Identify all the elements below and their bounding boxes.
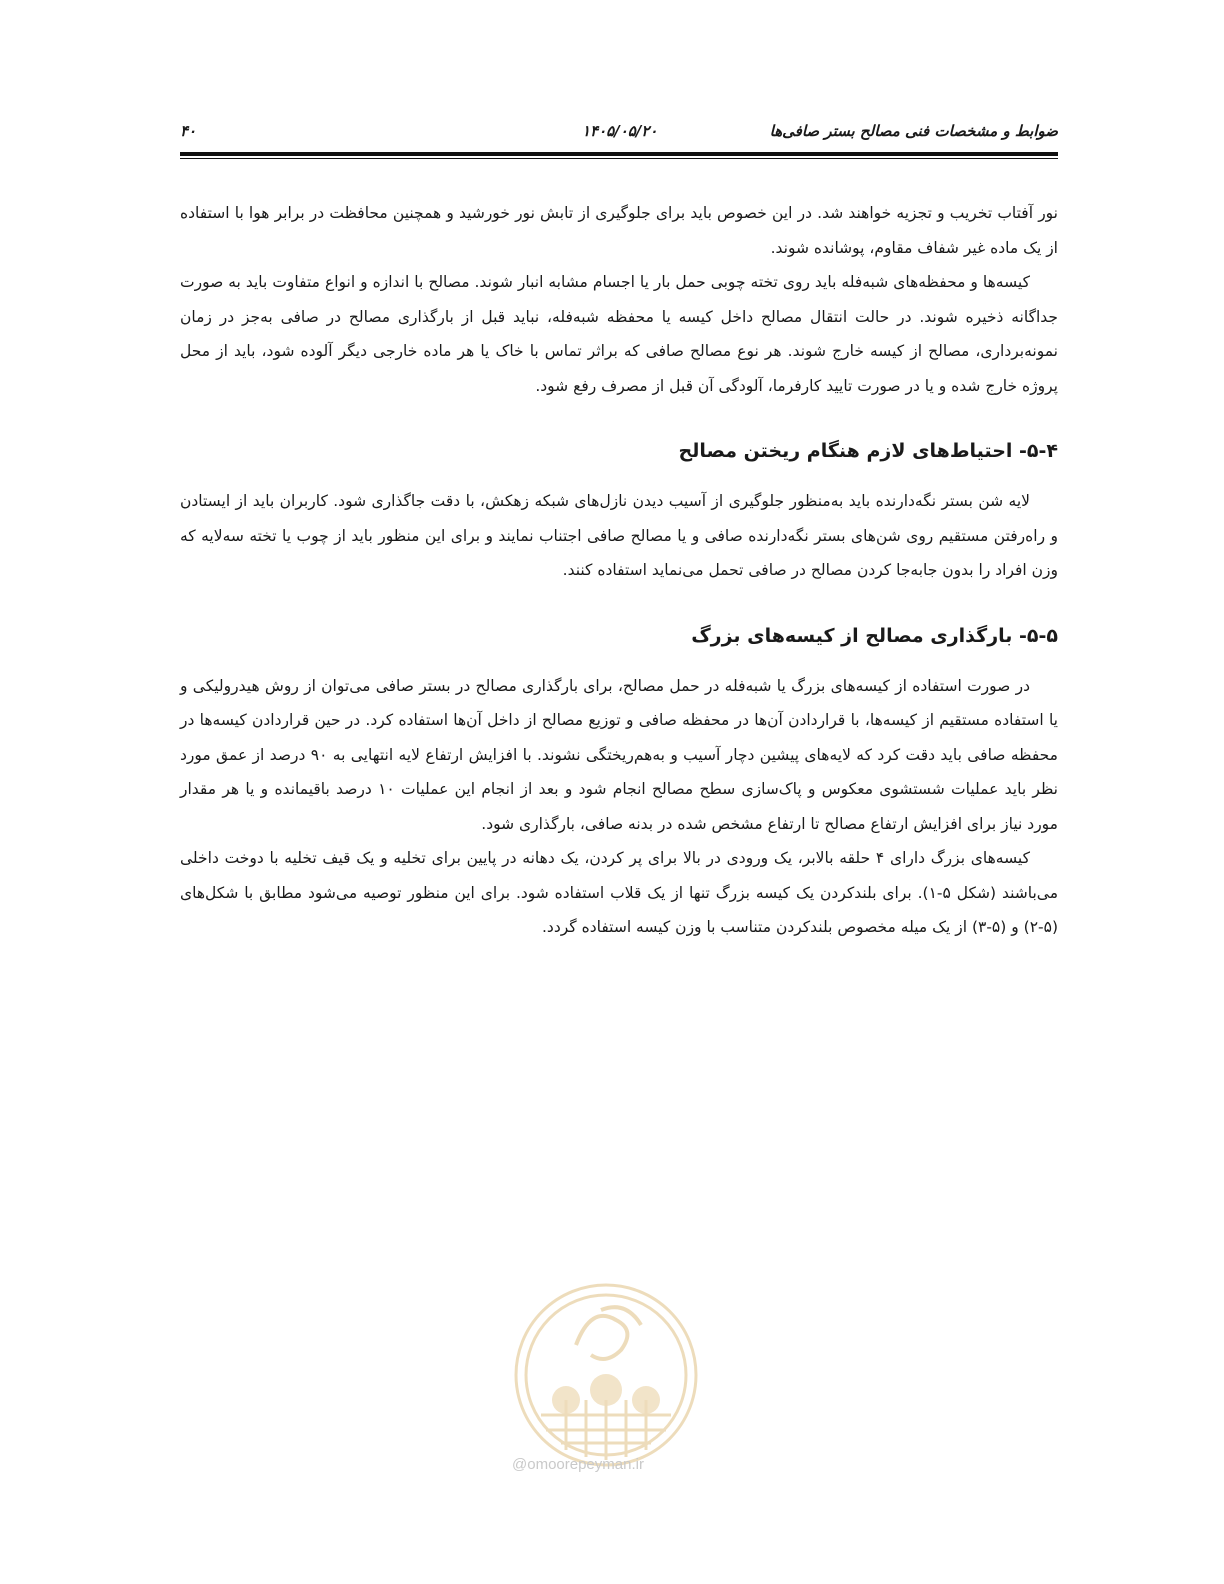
page-header — [180, 118, 1058, 148]
paragraph-5-5-1: در صورت استفاده از کیسه‌های بزرگ یا شبه‌فله در حمل مصالح، برای بارگذاری مصالح در بستر صافی می‌توان از روش هیدرولیکی و یا استفاده مستقیم از کیسه‌ها، با قراردادن آن‌ها در محفظه صافی و توزیع مصالح از داخل آن‌ها استفاده کرد. در حین قراردادن کیسه‌ها در محفظه صافی باید دقت کرد که لایه‌های پیشین دچار آسیب و به‌هم‌ریختگی نشوند. با افزایش ارتفاع لایه انتهایی به ۹۰ درصد از عمق مورد نظر باید عملیات شستشوی معکوس و پاک‌سازی سطح مصالح انجام شود و بعد از انجام این عملیات ۱۰ درصد باقیمانده و یا هر مقدار مورد نیاز برای افزایش ارتفاع مصالح تا ارتفاع مشخص شده در بدنه صافی، بارگذاری شود. — [180, 676, 1058, 833]
page-number: ۴۰ — [180, 122, 197, 140]
section-heading-5-5: ۵-۵- بارگذاری مصالح از کیسه‌های بزرگ — [691, 624, 1058, 647]
header-rule-thick — [180, 152, 1058, 156]
watermark-url: @omoorepeyman.ir — [512, 1456, 644, 1473]
page-body — [180, 196, 1058, 945]
header-date: ۱۴۰۵/۰۵/۲۰ — [582, 122, 658, 140]
paragraph-intro-2: کیسه‌ها و محفظه‌های شبه‌فله باید روی تخته چوبی حمل بار یا اجسام مشابه انبار شوند. مصالح با اندازه و انواع متفاوت باید به صورت جداگانه ذخیره شوند. در حالت انتقال مصالح داخل کیسه یا محفظه شبه‌فله، نباید قبل از بارگذاری مصالح در صافی به‌جز در زمان نمونه‌برداری، مصالح از کیسه خارج شوند. هر نوع مصالح صافی که براثر تماس با خاک یا هر ماده خارجی دیگر آلوده شود، باید از محل پروژه خارج شده و یا در صورت تایید کارفرما، آلودگی آن قبل از مصرف رفع شود. — [180, 273, 1058, 395]
header-rule-thin — [180, 158, 1058, 159]
watermark-logo — [506, 1275, 706, 1475]
paragraph-5-4-1: لایه شن بستر نگه‌دارنده باید به‌منظور جلوگیری از آسیب دیدن نازل‌های شبکه زهکش، با دقت جاگذاری شود. کاربران باید از ایستادن و راه‌رفتن مستقیم روی شن‌های بستر نگه‌دارنده صافی و یا مصالح صافی اجتناب نمایند و برای این منظور باید از چوب یا تخته سه‌لایه که وزن افراد را بدون جابه‌جا کردن مصالح در صافی تحمل می‌نماید استفاده کنند. — [180, 492, 1058, 579]
document-title: ضوابط و مشخصات فنی مصالح بستر صافی‌ها — [769, 122, 1058, 140]
paragraph-5-5-2: کیسه‌های بزرگ دارای ۴ حلقه بالابر، یک ورودی در بالا برای پر کردن، یک دهانه در پایین برای تخلیه و یک قیف تخلیه با دوخت داخلی می‌باشند (شکل ۵-۱). برای بلندکردن یک کیسه بزرگ تنها از یک قلاب استفاده شود. برای این منظور توصیه می‌شود مطابق با شکل‌های (۵-۲) و (۵-۳) از یک میله مخصوص بلندکردن متناسب با وزن کیسه استفاده گردد. — [180, 849, 1058, 936]
paragraph-intro-1: نور آفتاب تخریب و تجزیه خواهند شد. در این خصوص باید برای جلوگیری از تابش نور خورشید و همچنین محافظت در برابر هوا با استفاده از یک ماده غیر شفاف مقاوم، پوشانده شوند. — [180, 204, 1058, 257]
section-heading-5-4: ۵-۴- احتیاط‌های لازم هنگام ریختن مصالح — [678, 440, 1058, 462]
